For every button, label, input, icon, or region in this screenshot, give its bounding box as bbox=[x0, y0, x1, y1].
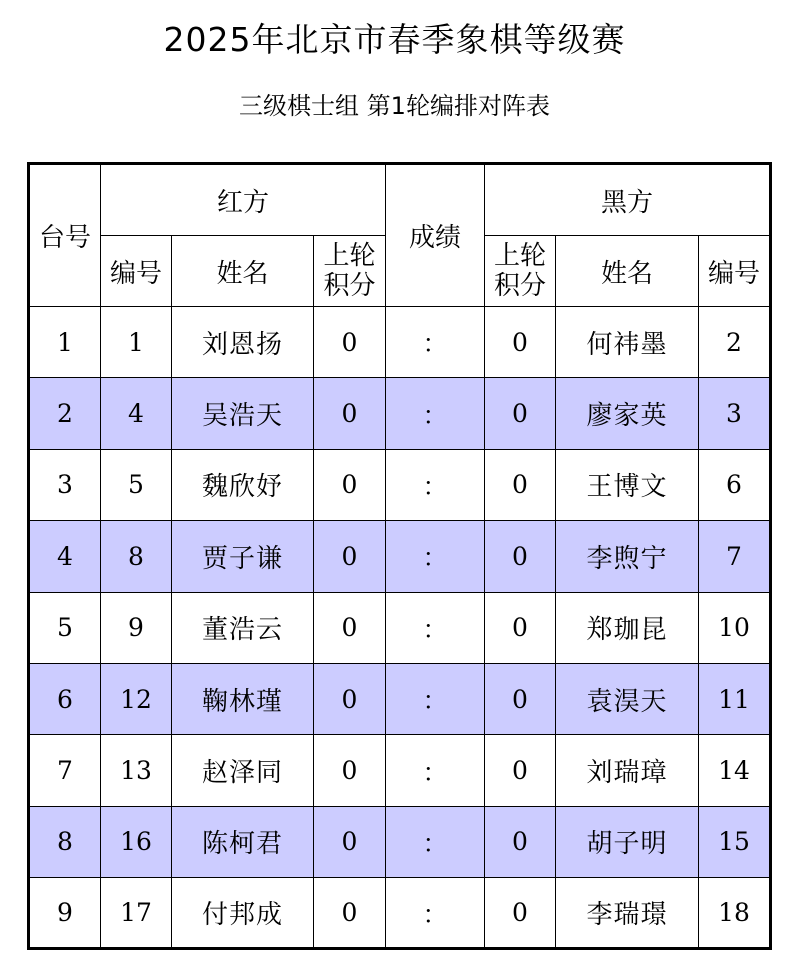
black-player-name: 刘瑞璋 bbox=[556, 735, 699, 806]
red-player-points: 0 bbox=[314, 307, 386, 378]
header-red-points bbox=[314, 236, 386, 307]
red-player-points: 0 bbox=[314, 378, 386, 449]
header-black-name: 姓名 bbox=[556, 236, 699, 307]
result-cell: ： bbox=[386, 806, 485, 877]
board-number: 6 bbox=[29, 663, 101, 734]
table-row bbox=[29, 735, 771, 806]
red-player-points: 0 bbox=[314, 806, 386, 877]
header-board: 台号 bbox=[29, 164, 101, 307]
header-black-side: 黑方 bbox=[485, 164, 771, 236]
board-number: 1 bbox=[29, 307, 101, 378]
board-number: 5 bbox=[29, 592, 101, 663]
black-player-points: 0 bbox=[485, 307, 556, 378]
black-player-name: 郑珈昆 bbox=[556, 592, 699, 663]
result-cell: ： bbox=[386, 307, 485, 378]
table-row bbox=[29, 449, 771, 520]
table-row bbox=[29, 878, 771, 949]
black-player-number: 11 bbox=[699, 663, 771, 734]
black-player-points: 0 bbox=[485, 735, 556, 806]
red-player-points: 0 bbox=[314, 735, 386, 806]
black-player-name: 李煦宁 bbox=[556, 521, 699, 592]
red-player-points: 0 bbox=[314, 878, 386, 949]
result-cell: ： bbox=[386, 735, 485, 806]
black-player-number: 18 bbox=[699, 878, 771, 949]
red-player-name: 赵泽同 bbox=[172, 735, 314, 806]
board-number: 8 bbox=[29, 806, 101, 877]
page-title: 2025年北京市春季象棋等级赛 bbox=[163, 20, 626, 59]
header-black-points-label: 上轮积分 bbox=[493, 241, 546, 301]
red-player-number: 17 bbox=[101, 878, 172, 949]
board-number: 4 bbox=[29, 521, 101, 592]
black-player-name: 廖家英 bbox=[556, 378, 699, 449]
red-player-number: 13 bbox=[101, 735, 172, 806]
black-player-number: 6 bbox=[699, 449, 771, 520]
pairing-table bbox=[27, 162, 772, 950]
black-player-name: 何祎墨 bbox=[556, 307, 699, 378]
red-player-points: 0 bbox=[314, 521, 386, 592]
black-player-number: 2 bbox=[699, 307, 771, 378]
red-player-name: 吴浩天 bbox=[172, 378, 314, 449]
table-row bbox=[29, 592, 771, 663]
black-player-points: 0 bbox=[485, 521, 556, 592]
red-player-name: 付邦成 bbox=[172, 878, 314, 949]
red-player-number: 12 bbox=[101, 663, 172, 734]
red-player-name: 鞠林瑾 bbox=[172, 663, 314, 734]
result-cell: ： bbox=[386, 878, 485, 949]
black-player-number: 3 bbox=[699, 378, 771, 449]
result-cell: ： bbox=[386, 378, 485, 449]
red-player-number: 4 bbox=[101, 378, 172, 449]
board-number: 3 bbox=[29, 449, 101, 520]
header-black-number: 编号 bbox=[699, 236, 771, 307]
result-cell: ： bbox=[386, 663, 485, 734]
black-player-points: 0 bbox=[485, 449, 556, 520]
black-player-points: 0 bbox=[485, 806, 556, 877]
red-player-points: 0 bbox=[314, 449, 386, 520]
table-row bbox=[29, 663, 771, 734]
black-player-name: 袁淏天 bbox=[556, 663, 699, 734]
red-player-number: 16 bbox=[101, 806, 172, 877]
table-row bbox=[29, 806, 771, 877]
header-black-points bbox=[485, 236, 556, 307]
board-number: 7 bbox=[29, 735, 101, 806]
result-cell: ： bbox=[386, 449, 485, 520]
red-player-name: 魏欣妤 bbox=[172, 449, 314, 520]
black-player-name: 胡子明 bbox=[556, 806, 699, 877]
red-player-number: 1 bbox=[101, 307, 172, 378]
red-player-name: 刘恩扬 bbox=[172, 307, 314, 378]
black-player-points: 0 bbox=[485, 663, 556, 734]
header-red-number: 编号 bbox=[101, 236, 172, 307]
black-player-name: 李瑞璟 bbox=[556, 878, 699, 949]
black-player-points: 0 bbox=[485, 592, 556, 663]
header-red-side: 红方 bbox=[101, 164, 386, 236]
board-number: 9 bbox=[29, 878, 101, 949]
table-row bbox=[29, 521, 771, 592]
black-player-number: 10 bbox=[699, 592, 771, 663]
black-player-number: 7 bbox=[699, 521, 771, 592]
table-row bbox=[29, 307, 771, 378]
red-player-name: 贾子谦 bbox=[172, 521, 314, 592]
black-player-number: 14 bbox=[699, 735, 771, 806]
page-subtitle: 三级棋士组 第1轮编排对阵表 bbox=[239, 92, 550, 120]
header-red-name: 姓名 bbox=[172, 236, 314, 307]
red-player-number: 8 bbox=[101, 521, 172, 592]
red-player-points: 0 bbox=[314, 663, 386, 734]
table-row bbox=[29, 378, 771, 449]
red-player-points: 0 bbox=[314, 592, 386, 663]
red-player-name: 董浩云 bbox=[172, 592, 314, 663]
black-player-name: 王博文 bbox=[556, 449, 699, 520]
red-player-number: 5 bbox=[101, 449, 172, 520]
red-player-name: 陈柯君 bbox=[172, 806, 314, 877]
header-red-points-label: 上轮积分 bbox=[323, 241, 376, 301]
black-player-points: 0 bbox=[485, 878, 556, 949]
board-number: 2 bbox=[29, 378, 101, 449]
header-result: 成绩 bbox=[386, 164, 485, 307]
black-player-points: 0 bbox=[485, 378, 556, 449]
result-cell: ： bbox=[386, 521, 485, 592]
red-player-number: 9 bbox=[101, 592, 172, 663]
black-player-number: 15 bbox=[699, 806, 771, 877]
result-cell: ： bbox=[386, 592, 485, 663]
